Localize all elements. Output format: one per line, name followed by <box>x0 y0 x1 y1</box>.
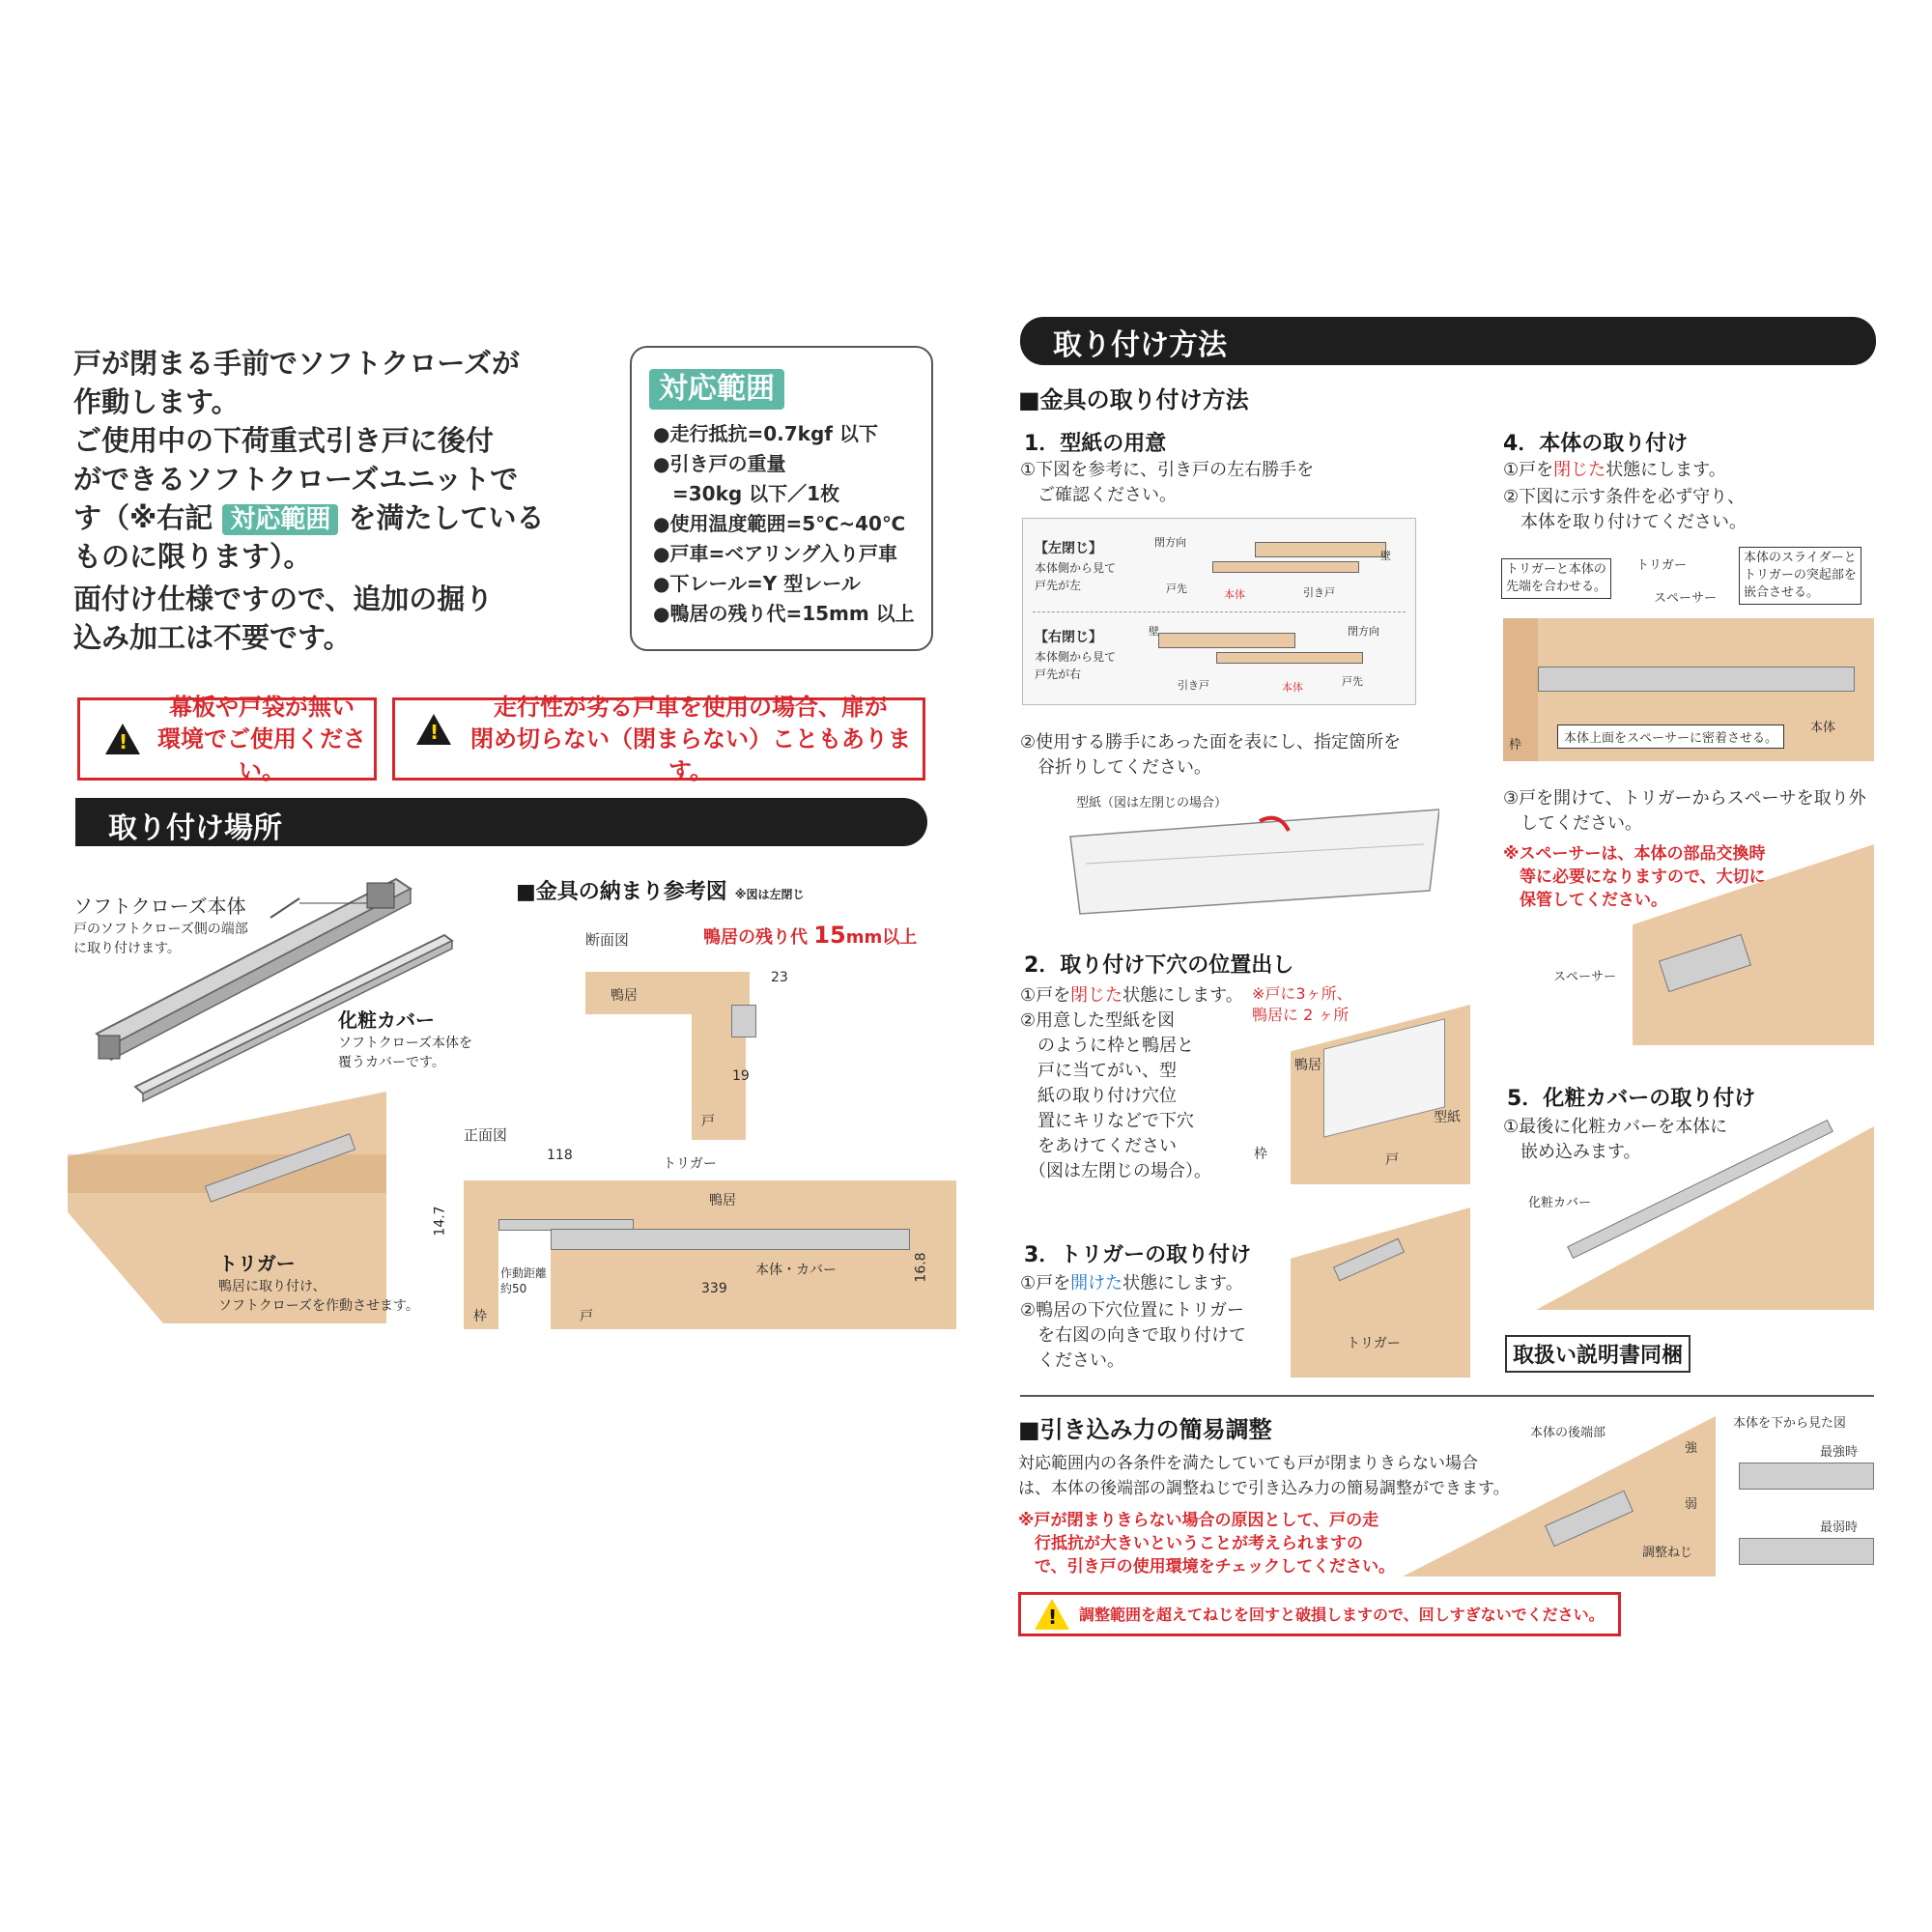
slide-door-label: 引き戸 <box>1303 586 1335 599</box>
adjust-red-line: ※戸が閉まりきらない場合の原因として、戸の走 <box>1018 1511 1379 1530</box>
step2-note-line: 鴨居に 2 ヶ所 <box>1252 1006 1350 1024</box>
step2-highlight: 閉じた <box>1070 985 1123 1006</box>
step5-title: 5．化粧カバーの取り付け <box>1507 1087 1756 1111</box>
section-bar-install <box>1020 317 1876 365</box>
trigger-desc-line: ソフトクローズを作動させます。 <box>218 1298 419 1314</box>
unit-cover-illustration <box>77 860 483 1111</box>
intro-line: ものに限ります）。 <box>73 540 312 573</box>
intro-line: 作動します。 <box>73 385 240 418</box>
step4-red-line: ※スペーサーは、本体の部品交換時 <box>1503 844 1766 864</box>
warning-box-1 <box>77 693 377 784</box>
callout-line: 先端を合わせる。 <box>1506 580 1607 594</box>
step4-callout-2 <box>1739 547 1861 605</box>
step2-text <box>1020 1009 1211 1184</box>
step1-line: ②使用する勝手にあった面を表にし、指定箇所を <box>1020 732 1401 753</box>
step4-l1: ①戸を閉じた状態にします。 <box>1503 460 1726 480</box>
step4-highlight: 閉じた <box>1553 460 1606 480</box>
warning-box-3 <box>1018 1592 1621 1636</box>
bottom-view-label: 本体を下から見た図 <box>1733 1416 1847 1431</box>
front-view-label: 正面図 <box>464 1126 508 1144</box>
section-door-label: 戸 <box>701 1114 715 1129</box>
clearance-value: 15 <box>813 922 846 949</box>
step1-text <box>1020 458 1314 508</box>
step3-trigger-label: トリガー <box>1347 1336 1401 1351</box>
intro-line: 戸が閉まる手前でソフトクローズが <box>73 347 520 380</box>
range-item: =30kg 以下／1枚 <box>653 482 840 505</box>
warning-text: 走行性が劣る戸車を使用の場合、扉が <box>494 693 888 721</box>
right-close-line: 戸先が右 <box>1035 668 1082 681</box>
step2-l1: ①戸を閉じた状態にします。 <box>1020 985 1243 1006</box>
adjust-red-note <box>1018 1509 1395 1578</box>
warning-icon: ! <box>1035 1599 1069 1630</box>
front-kamoi-label: 鴨居 <box>709 1193 736 1208</box>
step3-text <box>1020 1298 1246 1374</box>
step2-template-label: 型紙 <box>1434 1110 1461 1125</box>
intro-line: 込み加工は不要です。 <box>73 621 352 654</box>
step3-l1: ①戸を開けた状態にします。 <box>1020 1273 1243 1293</box>
dim-118: 118 <box>547 1148 573 1163</box>
step5-line: 嵌め込みます。 <box>1503 1142 1641 1162</box>
intro-text <box>73 344 544 657</box>
left-door <box>1255 542 1386 557</box>
max-strong-view <box>1739 1463 1874 1490</box>
unit-label: ソフトクローズ本体 <box>73 895 246 918</box>
travel-label <box>500 1265 547 1296</box>
max-weak-view <box>1739 1538 1874 1565</box>
door-end-label: 戸先 <box>1342 675 1363 688</box>
warning-text: 環境でご使用ください。 <box>157 724 366 784</box>
cover-desc-line: ソフトクローズ本体を <box>338 1036 473 1051</box>
adjust-line: は、本体の後端部の調整ねじで引き込み力の簡易調整ができます。 <box>1018 1479 1510 1498</box>
step4-line: ③戸を開けて、トリガーからスペーサを取り外 <box>1503 788 1866 809</box>
dim-19: 19 <box>732 1068 750 1084</box>
body-cover-label: 本体・カバー <box>755 1263 837 1278</box>
close-dir-label: 閉方向 <box>1154 536 1186 549</box>
right-body <box>1216 652 1363 664</box>
dim-16-8: 16.8 <box>913 1252 929 1283</box>
left-close-desc <box>1035 559 1116 594</box>
body-label: 本体 <box>1282 681 1303 694</box>
range-box <box>630 346 933 651</box>
callout-line: 本体のスライダーと <box>1744 551 1857 565</box>
template-illustration <box>1066 806 1439 922</box>
step4-red-line: 等に必要になりますので、大切に <box>1503 867 1766 887</box>
step1-line: ①下図を参考に、引き戸の左右勝手を <box>1020 460 1315 480</box>
step4-spacer-label: スペーサー <box>1654 591 1718 606</box>
dim-23: 23 <box>771 970 788 985</box>
trigger-desc <box>218 1277 419 1316</box>
step4-line: してください。 <box>1503 813 1642 834</box>
step3-highlight: 開けた <box>1070 1273 1123 1293</box>
door-end-label: 戸先 <box>1166 582 1187 595</box>
warning-icon: ! <box>416 714 451 745</box>
close-dir-label: 閉方向 <box>1348 625 1379 638</box>
max-strong-label: 最強時 <box>1820 1445 1859 1460</box>
step3-title: 3．トリガーの取り付け <box>1024 1243 1252 1267</box>
section-title: 取り付け方法 <box>1053 328 1227 362</box>
step4-body-label: 本体 <box>1810 721 1836 735</box>
step4-l3 <box>1503 786 1866 837</box>
wall-label: 壁 <box>1380 550 1391 562</box>
step5-cover-label: 化粧カバー <box>1528 1196 1592 1210</box>
step2-line: （図は左閉じの場合）。 <box>1020 1161 1211 1181</box>
step2-title: 2．取り付け下穴の位置出し <box>1024 953 1294 978</box>
front-frame-label: 枠 <box>473 1309 487 1324</box>
step2-line: をあけてください <box>1020 1136 1177 1156</box>
step2-line: 戸に当てがい、型 <box>1020 1061 1177 1081</box>
step4-callout-3: 本体上面をスペーサーに密着させる。 <box>1557 724 1784 749</box>
section-kamoi-label: 鴨居 <box>611 988 638 1004</box>
unit-desc-line: に取り付けます。 <box>73 941 181 956</box>
intro-line: す（※右記 対応範囲 を満たしている <box>73 501 545 534</box>
step4-callout-1 <box>1501 558 1611 599</box>
adjust-text <box>1018 1451 1510 1501</box>
fit-ref-title <box>516 875 804 905</box>
step5-line: ①最後に化粧カバーを本体に <box>1503 1117 1728 1137</box>
adjust-red-line: 行抵抗が大きいということが考えられますの <box>1018 1534 1363 1553</box>
dim-14-7: 14.7 <box>432 1206 448 1236</box>
front-body-cover <box>551 1229 910 1250</box>
manual-included: 取扱い説明書同梱 <box>1505 1335 1690 1373</box>
section-trigger <box>731 1005 756 1037</box>
step2-line: 紙の取り付け穴位 <box>1020 1086 1177 1106</box>
step4-red-line: 保管してください。 <box>1503 891 1667 910</box>
warning-text: 調整範囲を超えてねじを回すと破損しますので、回しすぎないでください。 <box>1079 1605 1605 1624</box>
step1-line: 谷折りしてください。 <box>1020 757 1211 778</box>
step3-line: を右図の向きで取り付けて <box>1020 1325 1246 1346</box>
section-title: 取り付け場所 <box>108 811 282 845</box>
step3-line: ②鴨居の下穴位置にトリガー <box>1020 1300 1244 1321</box>
max-weak-label: 最弱時 <box>1820 1520 1859 1535</box>
template-note: 型紙（図は左閉じの場合） <box>1076 796 1228 810</box>
step4-title: 4．本体の取り付け <box>1503 432 1689 456</box>
range-tag-inline: 対応範囲 <box>222 504 338 535</box>
left-close-head: 【左閉じ】 <box>1035 541 1102 556</box>
body-label: 本体 <box>1224 588 1245 601</box>
step2-note-line: ※戸に3ヶ所、 <box>1252 984 1352 1003</box>
range-item: ●鴨居の残り代=15mm 以上 <box>653 602 915 625</box>
trigger-label: トリガー <box>218 1252 296 1275</box>
range-item: ●引き戸の重量 <box>653 452 786 475</box>
step1-line: ご確認ください。 <box>1020 485 1177 505</box>
step4-body <box>1538 667 1855 692</box>
range-item: ●戸車=ベアリング入り戸車 <box>653 542 898 565</box>
adjust-line: 対応範囲内の各条件を満たしていても戸が閉まりきらない場合 <box>1018 1454 1478 1473</box>
warning-icon: ! <box>105 724 140 754</box>
step4-frame-label: 枠 <box>1509 738 1522 753</box>
left-close-line: 戸先が左 <box>1035 579 1082 592</box>
step1-title: 1．型紙の用意 <box>1024 432 1167 456</box>
step2-frame-label: 枠 <box>1254 1147 1267 1162</box>
unit-desc-line: 戸のソフトクローズ側の端部 <box>73 922 248 937</box>
adjust-red-line: で、引き戸の使用環境をチェックしてください。 <box>1018 1557 1396 1577</box>
right-door <box>1158 633 1295 648</box>
clearance-text: 鴨居の残り代 <box>703 927 808 948</box>
left-close-line: 本体側から見て <box>1035 561 1117 575</box>
cover-label: 化粧カバー <box>338 1009 435 1032</box>
warning-text: 閉め切らない（閉まらない）こともあります。 <box>470 724 911 784</box>
step4-line: ②下図に示す条件を必ず守り、 <box>1503 487 1746 507</box>
cover-desc-line: 覆うカバーです。 <box>338 1055 445 1070</box>
adjust-screw-label: 調整ねじ <box>1642 1546 1693 1560</box>
fit-ref-note: ※図は左閉じ <box>734 888 805 901</box>
cover-desc <box>338 1034 472 1072</box>
step2-line: のように枠と鴨居と <box>1020 1036 1194 1056</box>
callout-line: トリガーと本体の <box>1506 562 1606 577</box>
range-title: 対応範囲 <box>649 369 784 410</box>
handedness-box <box>1022 518 1416 705</box>
step4-line: 本体を取り付けてください。 <box>1503 512 1747 532</box>
callout-line: 嵌合させる。 <box>1744 585 1820 600</box>
step4-spacer-label-2: スペーサー <box>1553 970 1617 984</box>
install-subtitle: ■金具の取り付け方法 <box>1018 386 1249 413</box>
adjust-rear-label: 本体の後端部 <box>1530 1426 1606 1440</box>
dim-339: 339 <box>701 1281 727 1296</box>
step2-line: 置にキリなどで下穴 <box>1020 1111 1194 1131</box>
step4-trigger-label: トリガー <box>1636 558 1687 573</box>
intro-line: 面付け仕様ですので、追加の掘り <box>73 582 494 615</box>
right-close-head: 【右閉じ】 <box>1035 630 1102 645</box>
front-trigger-label: トリガー <box>663 1156 717 1172</box>
right-close-line: 本体側から見て <box>1035 650 1117 664</box>
adjust-divider <box>1020 1395 1874 1397</box>
step2-line: ②用意した型紙を図 <box>1020 1010 1176 1031</box>
callout-line: トリガーの突起部を <box>1744 568 1857 582</box>
warning-text: 幕板や戸袋が無い <box>169 693 355 721</box>
warning-box-2 <box>392 693 925 784</box>
travel-line: 約50 <box>500 1282 527 1295</box>
step3-line: ください。 <box>1020 1350 1124 1371</box>
front-door-label: 戸 <box>580 1309 593 1324</box>
clearance-unit: mm以上 <box>845 927 918 948</box>
range-item: ●走行抵抗=0.7kgf 以下 <box>653 422 878 445</box>
right-close-desc <box>1035 648 1116 683</box>
step4-l2 <box>1503 485 1747 535</box>
range-item: ●使用温度範囲=5℃~40℃ <box>653 512 906 535</box>
step2-kamoi-label: 鴨居 <box>1294 1058 1321 1073</box>
adjust-title: ■引き込み力の簡易調整 <box>1018 1416 1272 1443</box>
adjust-strong-label: 強 <box>1685 1441 1698 1456</box>
divider <box>1033 611 1406 612</box>
clearance-label <box>703 922 917 949</box>
step2-door-label: 戸 <box>1385 1152 1399 1168</box>
step2-note <box>1252 983 1352 1026</box>
travel-line: 作動距離 <box>500 1266 548 1280</box>
range-item: ●下レール=Y 型レール <box>653 572 861 595</box>
left-body <box>1212 561 1359 573</box>
step1-text-2 <box>1020 730 1401 781</box>
intro-line: ご使用中の下荷重式引き戸に後付 <box>73 424 495 457</box>
fit-ref-heading: ■金具の納まり参考図 <box>516 880 727 904</box>
intro-line: ができるソフトクローズユニットで <box>73 463 519 496</box>
adjust-weak-label: 弱 <box>1685 1497 1698 1512</box>
step5-text <box>1503 1115 1727 1165</box>
slide-door-label: 引き戸 <box>1178 679 1209 692</box>
trigger-desc-line: 鴨居に取り付け、 <box>218 1279 327 1294</box>
section-bar-location <box>75 798 927 846</box>
section-view-label: 断面図 <box>585 931 630 949</box>
wall-label: 壁 <box>1149 625 1159 638</box>
